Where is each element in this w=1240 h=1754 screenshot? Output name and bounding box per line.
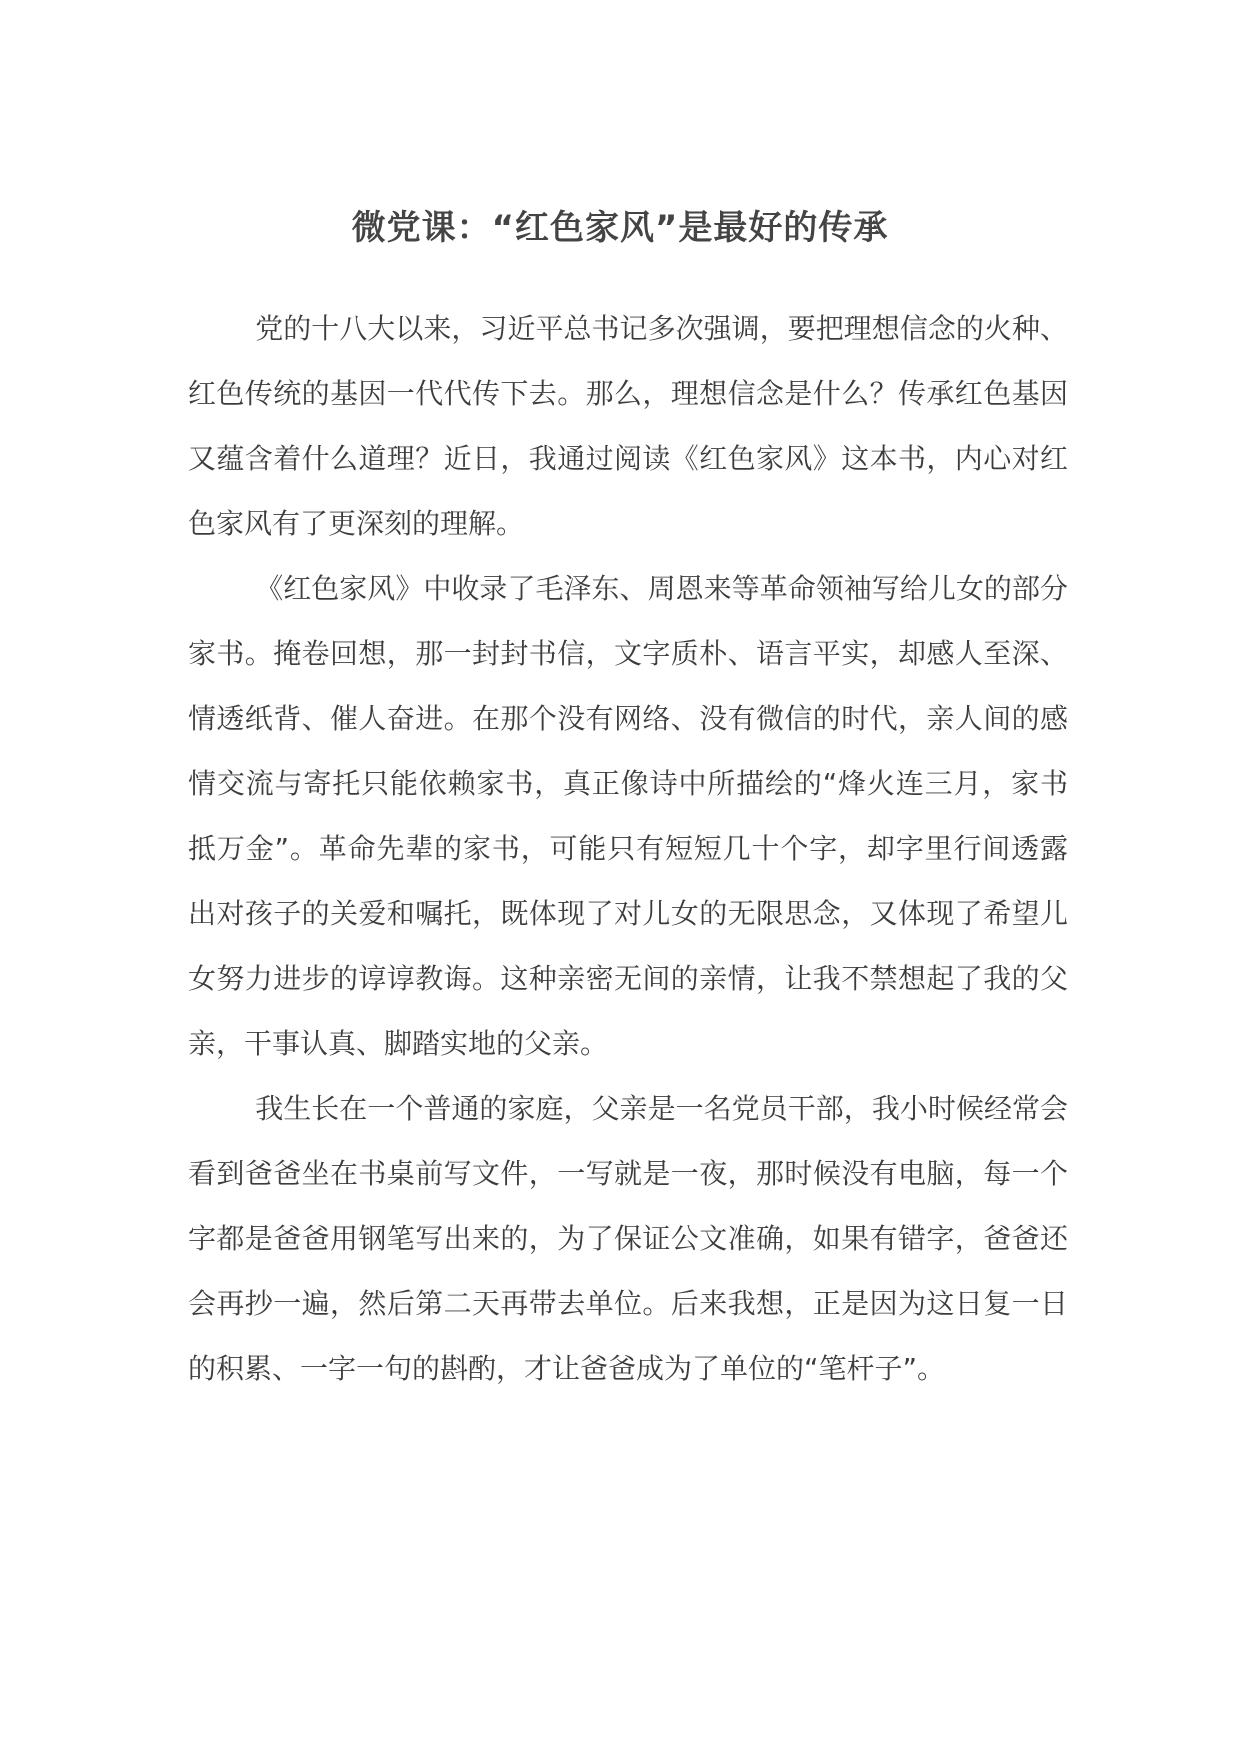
paragraph-2: 《红色家风》中收录了毛泽东、周恩来等革命领袖写给儿女的部分家书。掩卷回想，那一封封书信，文字质朴、语言平实，却感人至深、情透纸背、催人奋进。在那个没有网络、没有微信的时代，亲人间的感情交流与寄托只能依赖家书，真正像诗中所描绘的“烽火连三月，家书抵万金”。革命先辈的家书，可能只有短短几十个字，却字里行间透露出对孩子的关爱和嘱托，既体现了对儿女的无限思念，又体现了希望儿女努力进步的谆谆教诲。这种亲密无间的亲情，让我不禁想起了我的父亲，干事认真、脚踏实地的父亲。 <box>188 572 1068 1060</box>
paragraph-1: 党的十八大以来，习近平总书记多次强调，要把理想信念的火种、红色传统的基因一代代传下去。那么，理想信念是什么？传承红色基因又蕴含着什么道理？近日，我通过阅读《红色家风》这本书，内心对红色家风有了更深刻的理解。 <box>188 312 1068 540</box>
paragraph-3: 我生长在一个普通的家庭，父亲是一名党员干部，我小时候经常会看到爸爸坐在书桌前写文件，一写就是一夜，那时候没有电脑，每一个字都是爸爸用钢笔写出来的，为了保证公文准确，如果有错字，爸爸还会再抄一遍，然后第二天再带去单位。后来我想，正是因为这日复一日的积累、一字一句的斟酌，才让爸爸成为了单位的“笔杆子”。 <box>188 1092 1068 1385</box>
document-title: 微党课：“红色家风”是最好的传承 <box>351 208 889 248</box>
document-body <box>188 296 1068 1401</box>
